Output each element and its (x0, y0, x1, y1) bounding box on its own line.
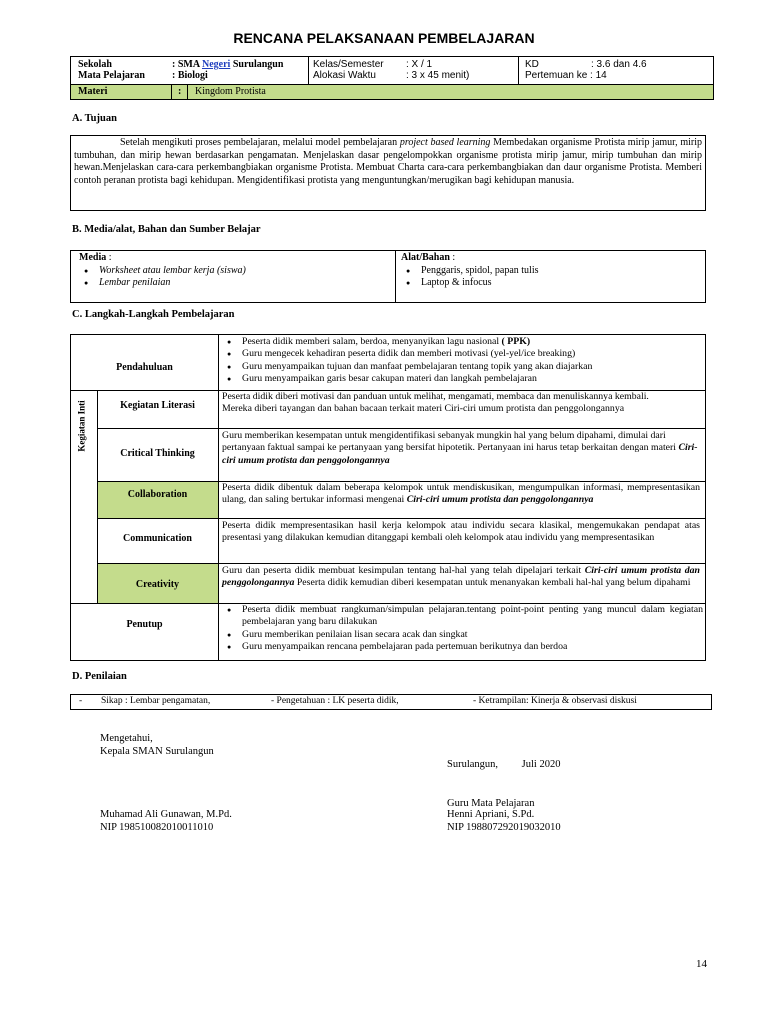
creativity-label: Creativity (135, 579, 180, 590)
list-item: ● Guru menyampaikan tujuan dan manfaat pembelajaran tentang topik yang akan diajarkan (222, 361, 702, 373)
critical-content: Guru memberikan kesempatan untuk mengidentifikasi sebanyak mungkin hal yang belum dipahami, dimulai dari pertanyaan faktual sampai ke pertanyaan yang bersifat hipotetik. Pertanyaan ini harus tetap berkaitan dengan materi Ciri-ciri umum protista dan penggolongannya (222, 430, 698, 466)
collab-content: Peserta didik dibentuk dalam beberapa kelompok untuk mendiskusikan, mengumpulkan informasi, mempresentasikan ulang, dan saling bertukar informasi mengenai Ciri-ciri umum protista dan penggolongannya (222, 482, 700, 506)
comm-content: Peserta didik mempresentasikan hasil kerja kelompok atau individu secara klasikal, mengemukakan pendapat atas presentasi yang dilakukan kemudian ditanggapi kembali oleh kelompok atau individu yang mempresentasikan (222, 520, 700, 544)
pendahuluan-content (222, 336, 702, 385)
list-item: ● Guru menyampaikan garis besar cakupan materi dan langkah pembelajaran (222, 373, 702, 385)
penilaian-pengetahuan: - Pengetahuan : LK peserta didik, (271, 696, 399, 706)
sekolah-label: Sekolah (78, 59, 112, 70)
penutup-label: Penutup (126, 619, 163, 630)
media-item: ● Worksheet atau lembar kerja (siswa) (79, 265, 246, 278)
signature-right: Surulangun, Juli 2020 Guru Mata Pelajaran (447, 759, 561, 809)
signature-left: Mengetahui, Kepala SMAN Surulangun (100, 733, 214, 757)
list-item: ● Peserta didik membuat rangkuman/simpulan pelajaran.tentang point-point penting yang muncul dalam kegiatan pembelajaran yang baru dilakukan (222, 604, 703, 629)
pendahuluan-label: Pendahuluan (116, 362, 173, 373)
media-heading: B. Media/alat, Bahan dan Sumber Belajar (72, 224, 261, 235)
list-item: ● Guru menyampaikan rencana pembelajaran pada pertemuan berikutnya dan berdoa (222, 641, 703, 653)
kegiatan-inti-label: Kegiatan Inti (76, 400, 87, 452)
comm-label: Communication (123, 533, 192, 544)
literasi-content: Peserta didik diberi motivasi dan panduan untuk melihat, mengamati, membaca dan menuliskannya kembali. Mereka diberi tayangan dan bahan bacaan terkait materi Ciri-ciri umum protista dan penggolongannya (222, 391, 649, 415)
literasi-label: Kegiatan Literasi (120, 400, 195, 411)
list-item: ● Peserta didik memberi salam, berdoa, menyanyikan lagu nasional ( PPK) (222, 336, 702, 348)
materi-label: Materi (78, 86, 108, 97)
collab-label: Collaboration (127, 489, 188, 500)
penilaian-box: - Sikap : Lembar pengamatan, - Pengetahuan : LK peserta didik, - Ketrampilan: Kinerja & observasi diskusi (70, 694, 712, 710)
materi-row: Materi : Kingdom Protista (71, 84, 713, 99)
page-number: 14 (696, 958, 707, 970)
alat-col: Alat/Bahan : ● Penggaris, spidol, papan tulis ● Laptop & infocus (401, 252, 539, 290)
header-info-table (70, 56, 714, 100)
mapel-value: : Biologi (172, 70, 208, 81)
penilaian-heading: D. Penilaian (72, 671, 127, 682)
penilaian-keterampilan: - Ketrampilan: Kinerja & observasi diskusi (473, 696, 637, 706)
alat-item: ● Laptop & infocus (401, 277, 539, 290)
sekolah-link[interactable]: Negeri (202, 59, 231, 70)
critical-label: Critical Thinking (120, 448, 195, 459)
media-table (70, 250, 706, 303)
langkah-heading: C. Langkah-Langkah Pembelajaran (72, 309, 235, 320)
creativity-content: Guru dan peserta didik membuat kesimpulan tentang hal-hal yang telah dipelajari terkait Ciri-ciri umum protista dan penggolongannya Peserta didik kemudian diberi kesempatan untuk menanyakan kembali hal-hal yang belum dipahami (222, 565, 701, 589)
list-item: ● Guru memberikan penilaian lisan secara acak dan singkat (222, 629, 703, 641)
tujuan-box: Setelah mengikuti proses pembelajaran, melalui model pembelajaran project based learning Membedakan organisme Protista mirip jamur, mirip tumbuhan, dan mirip hewan berdasarkan pengamatan. Menjelaskan dasar pengelompokkan organisme protista mirip jamur, mirip tumbuhan dan mirip hewan.Menjelaskan cara-cara perkembangbiakan organisme Protista. Membuat Charta cara-cara perkembangbiakan dan daur organisme Protista. Memberi contoh peranan protista bagi kehidupan. Mengidentifikasi protista yang menguntungkan/merugikan bagi kehidupan manusia. (70, 135, 706, 211)
kd-value: : 3.6 dan 4.6 (591, 59, 647, 70)
materi-value: Kingdom Protista (195, 86, 266, 97)
sekolah-value: : SMA Negeri Surulangun (172, 59, 284, 70)
penilaian-sikap: Sikap : Lembar pengamatan, (101, 696, 211, 706)
langkah-table (70, 334, 706, 661)
mapel-label: Mata Pelajaran (78, 70, 145, 81)
kelas-label: Kelas/Semester (313, 59, 384, 70)
page-title: RENCANA PELAKSANAAN PEMBELAJARAN (233, 30, 535, 46)
tujuan-heading: A. Tujuan (72, 113, 117, 124)
media-item: ● Lembar penilaian (79, 277, 246, 290)
penutup-content (222, 604, 703, 653)
list-item: ● Guru mengecek kehadiran peserta didik dan memberi motivasi (yel-yel/ice breaking) (222, 348, 702, 360)
kd-label: KD (525, 59, 539, 70)
media-col: Media : ● Worksheet atau lembar kerja (siswa) ● Lembar penilaian (79, 252, 246, 290)
alat-item: ● Penggaris, spidol, papan tulis (401, 265, 539, 278)
alokasi-label: Alokasi Waktu (313, 70, 376, 81)
pertemuan-label: Pertemuan ke : 14 (525, 70, 607, 81)
signature-right-name: Henni Apriani, S.Pd. NIP 198807292019032010 (447, 809, 561, 833)
kelas-value: : X / 1 (406, 59, 433, 70)
alokasi-value: : 3 x 45 menit) (406, 70, 470, 81)
signature-left-name: Muhamad Ali Gunawan, M.Pd. NIP 198510082010011010 (100, 809, 232, 833)
